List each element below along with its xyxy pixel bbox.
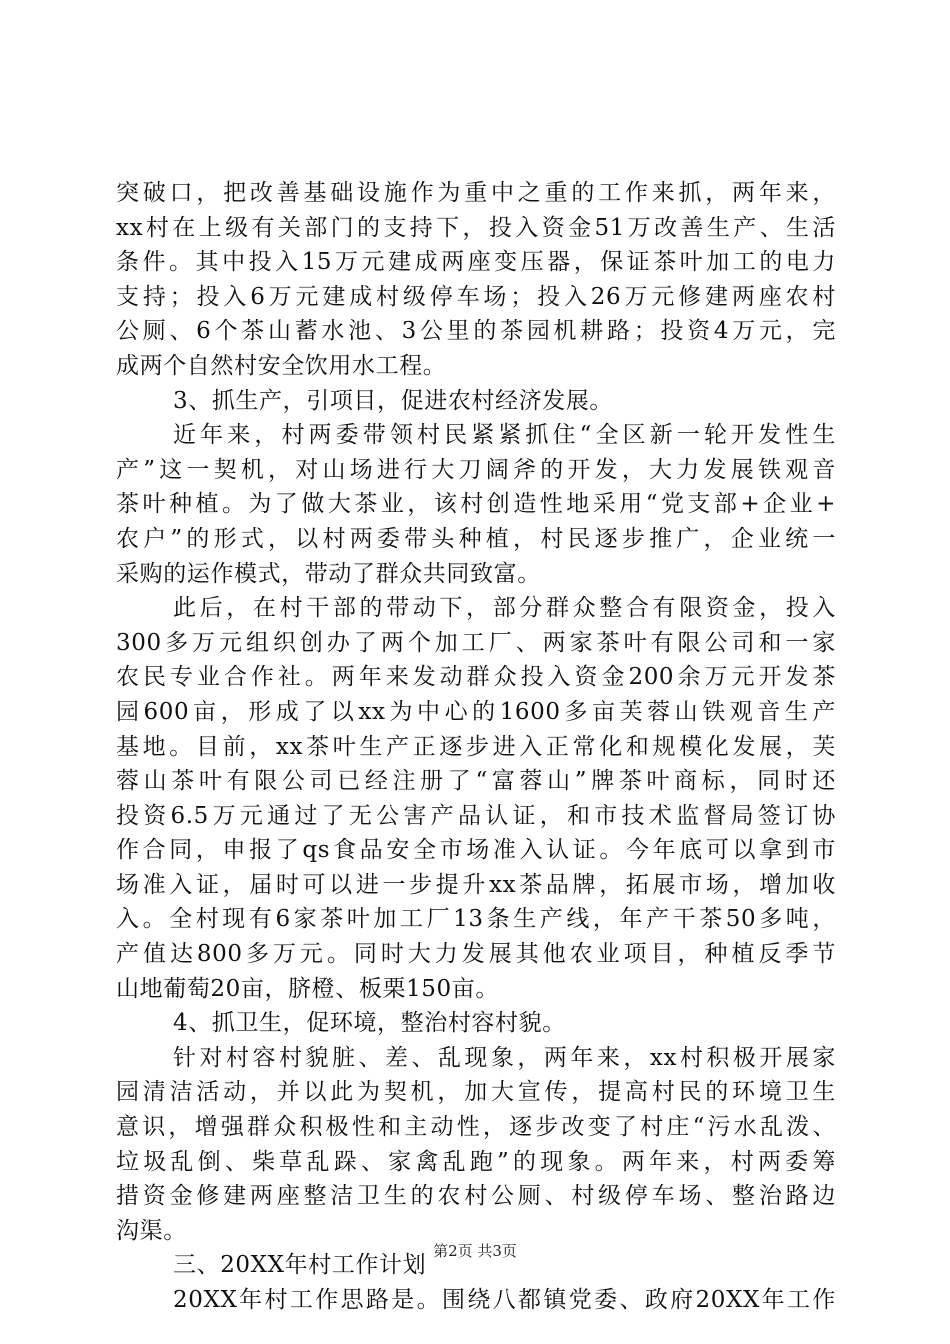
text-line: 园清洁活动，并以此为契机，加大宣传，提高村民的环境卫生 (116, 1079, 836, 1106)
text-line: 措资金修建两座整洁卫生的农村公厕、村级停车场、整治路边 (116, 1183, 836, 1210)
text-line: 茶叶种植。为了做大茶业，该村创造性地采用“党支部+企业+ (116, 491, 836, 518)
text-line: 垃圾乱倒、柴草乱跺、家禽乱跑”的现象。两年来，村两委筹 (116, 1148, 836, 1175)
text-line: 园600亩，形成了以xx为中心的1600多亩芙蓉山铁观音生产 (116, 698, 836, 725)
text-line: 支持；投入6万元建成村级停车场；投入26万元修建两座农村 (116, 283, 836, 310)
page-footer: 第2页 共3页 (433, 1242, 517, 1260)
text-line: 基地。目前，xx茶叶生产正逐步进入正常化和规模化发展，芙 (116, 733, 836, 760)
text-line: 采购的运作模式，带动了群众共同致富。 (116, 560, 541, 587)
text-line: 产值达800多万元。同时大力发展其他农业项目，种植反季节 (116, 941, 836, 968)
text-line: 农户”的形式，以村两委带头种植，村民逐步推广，企业统一 (116, 525, 836, 552)
text-line: 此后，在村干部的带动下，部分群众整合有限资金，投入 (173, 595, 836, 622)
text-line: 300多万元组织创办了两个加工厂、两家茶叶有限公司和一家 (116, 629, 836, 656)
text-line: 公厕、6个茶山蓄水池、3公里的茶园机耕路；投资4万元，完 (116, 318, 836, 345)
text-line: 成两个自然村安全饮用水工程。 (116, 352, 447, 379)
document-body (116, 176, 836, 1318)
text-line: 突破口，把改善基础设施作为重中之重的工作来抓，两年来， (116, 180, 836, 206)
text-line: 针对村容村貌脏、差、乱现象，两年来，xx村积极开展家 (173, 1044, 836, 1071)
text-line: 条件。其中投入15万元建成两座变压器，保证茶叶加工的电力 (116, 249, 836, 276)
text-line: 20XX年村工作思路是。围绕八都镇党委、政府20XX年工作 (173, 1287, 836, 1313)
text-line: xx村在上级有关部门的支持下，投入资金51万改善生产、生活 (116, 214, 836, 241)
text-line: 沟渠。 (116, 1217, 187, 1244)
text-line: 农民专业合作社。两年来发动群众投入资金200余万元开发茶 (116, 664, 836, 691)
text-line: 场准入证，届时可以进一步提升xx茶品牌，拓展市场，增加收 (116, 871, 836, 898)
text-line: 作合同，申报了qs食品安全市场准入认证。今年底可以拿到市 (116, 837, 836, 864)
text-line: 投资6.5万元通过了无公害产品认证，和市技术监督局签订协 (116, 802, 836, 829)
text-line: 三、20XX年村工作计划 (173, 1252, 427, 1279)
text-line: 入。全村现有6家茶叶加工厂13条生产线，年产干茶50多吨， (116, 906, 836, 933)
text-line: 产”这一契机，对山场进行大刀阔斧的开发，大力发展铁观音 (116, 456, 836, 483)
text-line: 近年来，村两委带领村民紧紧抓住“全区新一轮开发性生 (173, 422, 836, 449)
text-line: 意识，增强群众积极性和主动性，逐步改变了村庄“污水乱泼、 (116, 1114, 836, 1141)
text-line: 蓉山茶叶有限公司已经注册了“富蓉山”牌茶叶商标，同时还 (116, 768, 836, 795)
text-line: 4、抓卫生，促环境，整治村容村貌。 (173, 1010, 566, 1037)
text-line: 山地葡萄20亩，脐橙、板栗150亩。 (116, 975, 499, 1002)
text-line: 3、抓生产，引项目，促进农村经济发展。 (173, 387, 614, 414)
